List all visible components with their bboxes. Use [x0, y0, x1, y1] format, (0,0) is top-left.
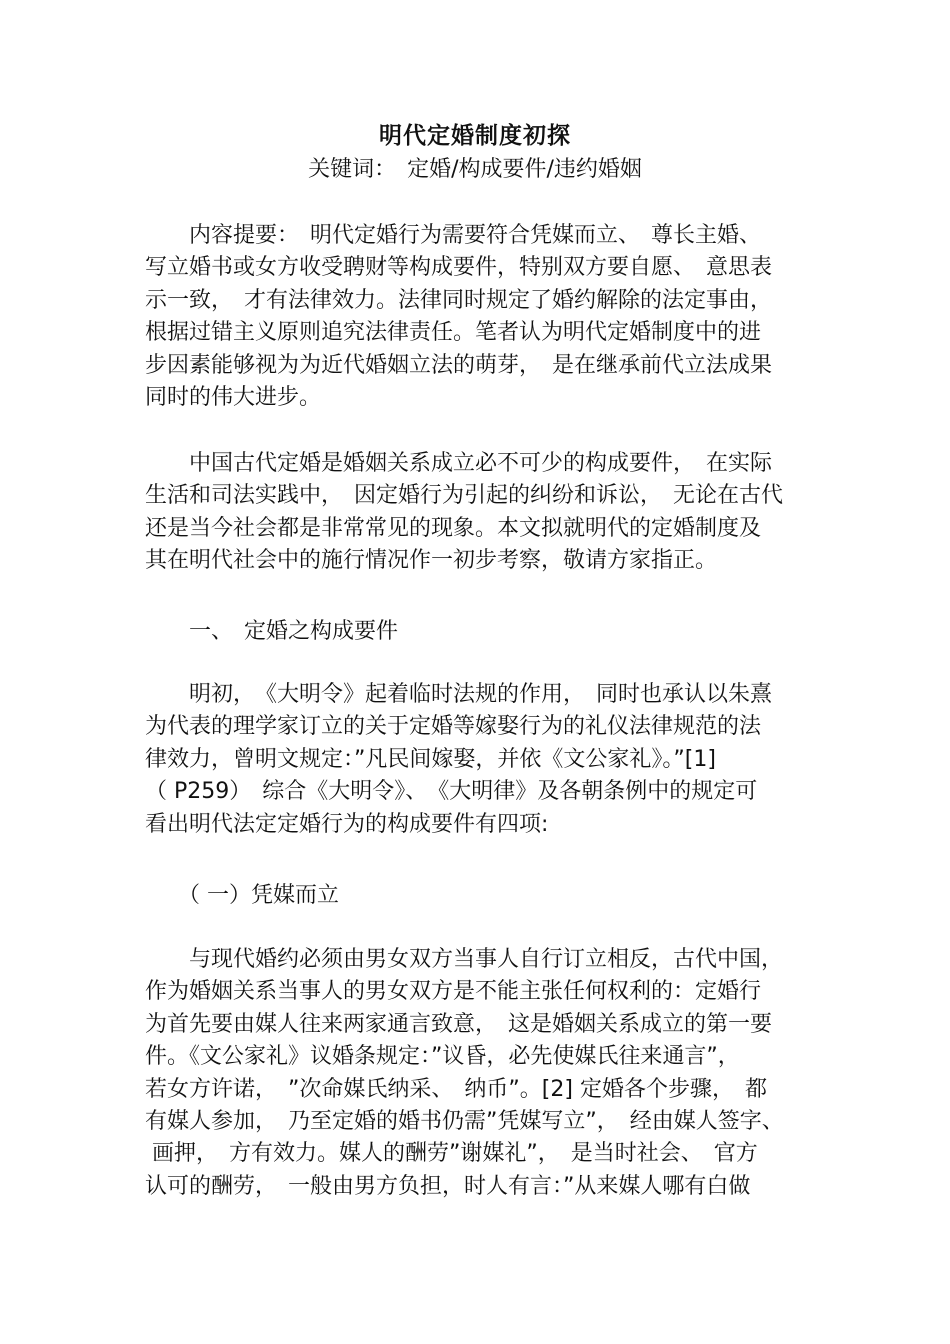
text-line: 认可的酬劳， 一般由男方负担，时人有言：”从来媒人哪有白做 [145, 1173, 751, 1199]
document-title: 明代定婚制度初探 [379, 123, 571, 149]
text-line: 律效力，曾明文规定：”凡民间嫁娶，并依《文公家礼》。”[1] [145, 746, 716, 772]
keywords-line: 关键词： 定婚/构成要件/违约婚姻 [308, 157, 642, 182]
text-line: 中国古代定婚是婚姻关系成立必不可少的构成要件， 在实际 [145, 451, 773, 476]
section-paragraph [145, 679, 811, 841]
abstract-paragraph [145, 220, 811, 414]
text-line: 画押， 方有效力。媒人的酬劳”谢媒礼”， 是当时社会、 官方 [145, 1141, 758, 1167]
text-line: 为代表的理学家订立的关于定婚等嫁娶行为的礼仪法律规范的法 [145, 714, 762, 740]
text-line: 若女方许诺， ”次命媒氏纳采、 纳币”。[2] 定婚各个步骤， 都 [145, 1076, 767, 1102]
text-line: 作为婚姻关系当事人的男女双方是不能主张任何权利的：定婚行 [145, 979, 762, 1005]
text-line: （ P259） 综合《大明令》、 《大明律》及各朝条例中的规定可 [145, 779, 758, 805]
text-line: 根据过错主义原则追究法律责任。笔者认为明代定婚制度中的进 [145, 320, 762, 346]
text-line: 示一致， 才有法律效力。法律同时规定了婚约解除的法定事由， [145, 287, 773, 313]
text-line: 写立婚书或女方收受聘财等构成要件，特别双方要自愿、 意思表 [145, 255, 773, 281]
text-line: 内容提要： 明代定婚行为需要符合凭媒而立、 尊长主婚、 [145, 223, 762, 248]
text-line: 同时的伟大进步。 [145, 385, 322, 411]
text-line: 为首先要由媒人往来两家通言致意， 这是婚姻关系成立的第一要 [145, 1011, 773, 1037]
subsection-paragraph [145, 944, 811, 1203]
intro-paragraph [145, 448, 811, 578]
text-line: 生活和司法实践中， 因定婚行为引起的纠纷和诉讼， 无论在古代 [145, 483, 784, 509]
section-heading: 一、 定婚之构成要件 [145, 619, 399, 644]
subsection-heading: （ 一）凭媒而立 [145, 883, 339, 908]
text-line: 其在明代社会中的施行情况作一初步考察，敬请方家指正。 [145, 548, 718, 574]
text-line: 明初， 《大明令》起着临时法规的作用， 同时也承认以朱熹 [145, 682, 773, 707]
text-line: 与现代婚约必须由男女双方当事人自行订立相反，古代中国， [145, 947, 784, 972]
text-line: 件。《文公家礼》议婚条规定：”议昏，必先使媒氏往来通言”， [145, 1044, 740, 1070]
text-line: 还是当今社会都是非常常见的现象。本文拟就明代的定婚制度及 [145, 515, 762, 541]
text-line: 步因素能够视为为近代婚姻立法的萌芽， 是在继承前代立法成果 [145, 352, 773, 378]
text-line: 有媒人参加， 乃至定婚的婚书仍需”凭媒写立”， 经由媒人签字、 [145, 1109, 784, 1135]
text-line: 看出明代法定定婚行为的构成要件有四项: [145, 811, 549, 837]
